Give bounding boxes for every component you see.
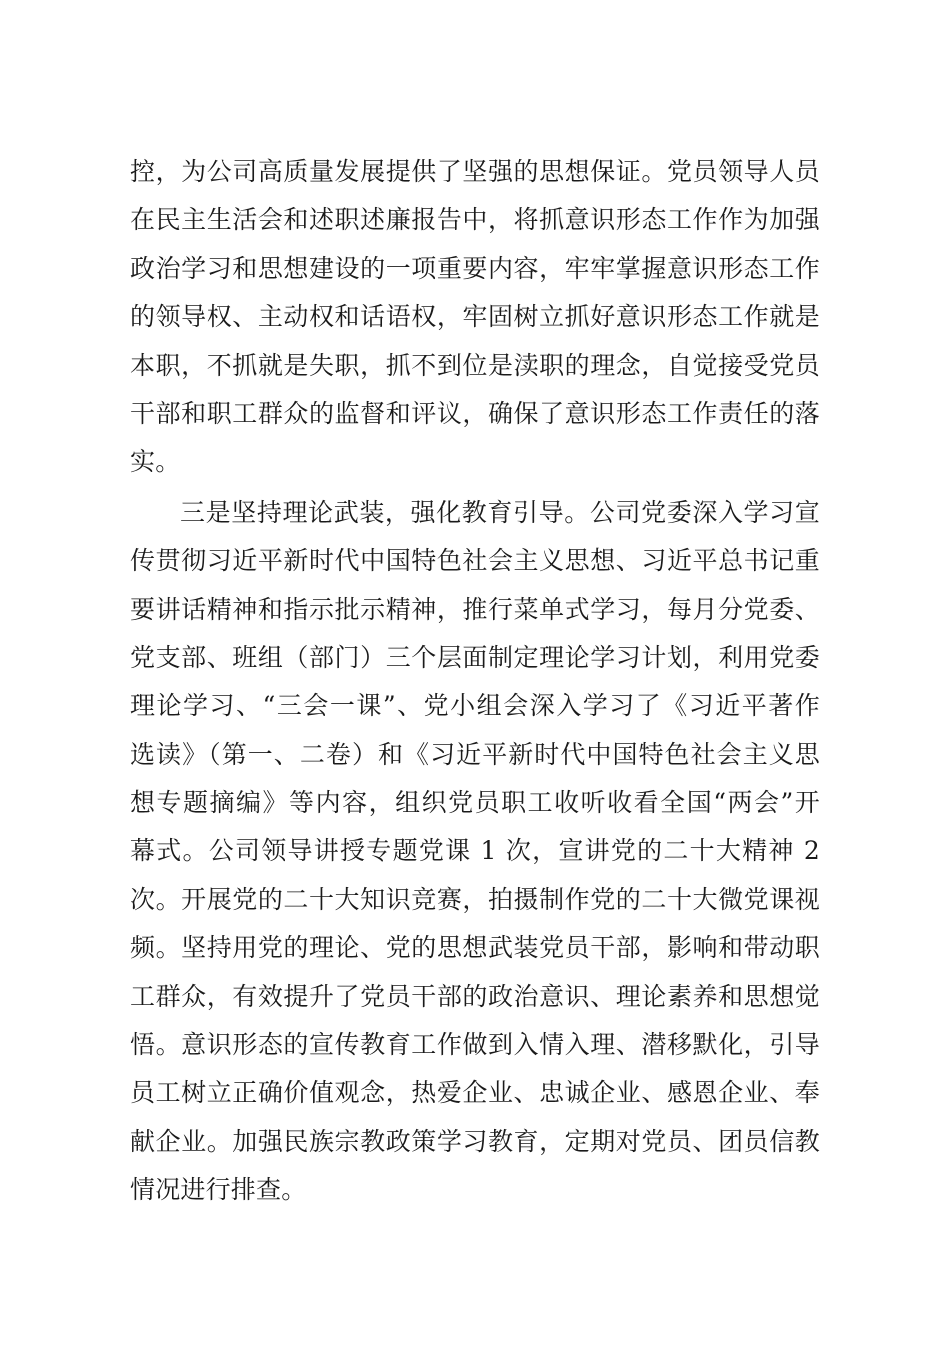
text-line: 工群众，有效提升了党员干部的政治意识、理论素养和思想觉 bbox=[130, 981, 820, 1011]
paragraph-2 bbox=[130, 487, 820, 1215]
text-line-indented: 三是坚持理论武装，强化教育引导。公司党委深入学习宣 bbox=[180, 497, 820, 527]
text-line: 的领导权、主动权和话语权，牢固树立抓好意识形态工作就是 bbox=[130, 302, 820, 332]
text-line: 控，为公司高质量发展提供了坚强的思想保证。党员领导人员 bbox=[130, 157, 820, 186]
text-line: 实。 bbox=[130, 447, 181, 477]
text-line: 情况进行排查。 bbox=[130, 1175, 307, 1205]
text-line: 干部和职工群众的监督和评议，确保了意识形态工作责任的落 bbox=[130, 398, 820, 428]
text-line: 悟。意识形态的宣传教育工作做到入情入理、潜移默化，引导 bbox=[130, 1030, 820, 1060]
text-line: 选读》（第一、二卷）和《习近平新时代中国特色社会主义思 bbox=[130, 739, 820, 769]
text-line: 政治学习和思想建设的一项重要内容，牢牢掌握意识形态工作 bbox=[130, 253, 820, 283]
text-line: 在民主生活会和述职述廉报告中，将抓意识形态工作作为加强 bbox=[130, 205, 820, 235]
document-body bbox=[130, 148, 820, 1215]
text-line: 员工树立正确价值观念，热爱企业、忠诚企业、感恩企业、奉 bbox=[130, 1078, 820, 1108]
text-line: 本职，不抓就是失职，抓不到位是渎职的理念，自觉接受党员 bbox=[130, 350, 820, 380]
text-line: 想专题摘编》等内容，组织党员职工收听收看全国“两会”开 bbox=[130, 788, 820, 818]
text-line: 理论学习、“三会一课”、党小组会深入学习了《习近平著作 bbox=[130, 691, 820, 721]
paragraph-1 bbox=[130, 148, 820, 487]
text-line: 党支部、班组（部门）三个层面制定理论学习计划，利用党委 bbox=[130, 642, 820, 672]
text-line: 次。开展党的二十大知识竞赛，拍摄制作党的二十大微党课视 bbox=[130, 884, 820, 914]
text-line: 要讲话精神和指示批示精神，推行菜单式学习，每月分党委、 bbox=[130, 594, 820, 624]
text-line: 幕式。公司领导讲授专题党课 1 次，宣讲党的二十大精神 2 bbox=[130, 836, 820, 866]
text-line: 频。坚持用党的理论、党的思想武装党员干部，影响和带动职 bbox=[130, 933, 820, 963]
text-line: 传贯彻习近平新时代中国特色社会主义思想、习近平总书记重 bbox=[130, 546, 820, 576]
text-line: 献企业。加强民族宗教政策学习教育，定期对党员、团员信教 bbox=[130, 1126, 820, 1156]
